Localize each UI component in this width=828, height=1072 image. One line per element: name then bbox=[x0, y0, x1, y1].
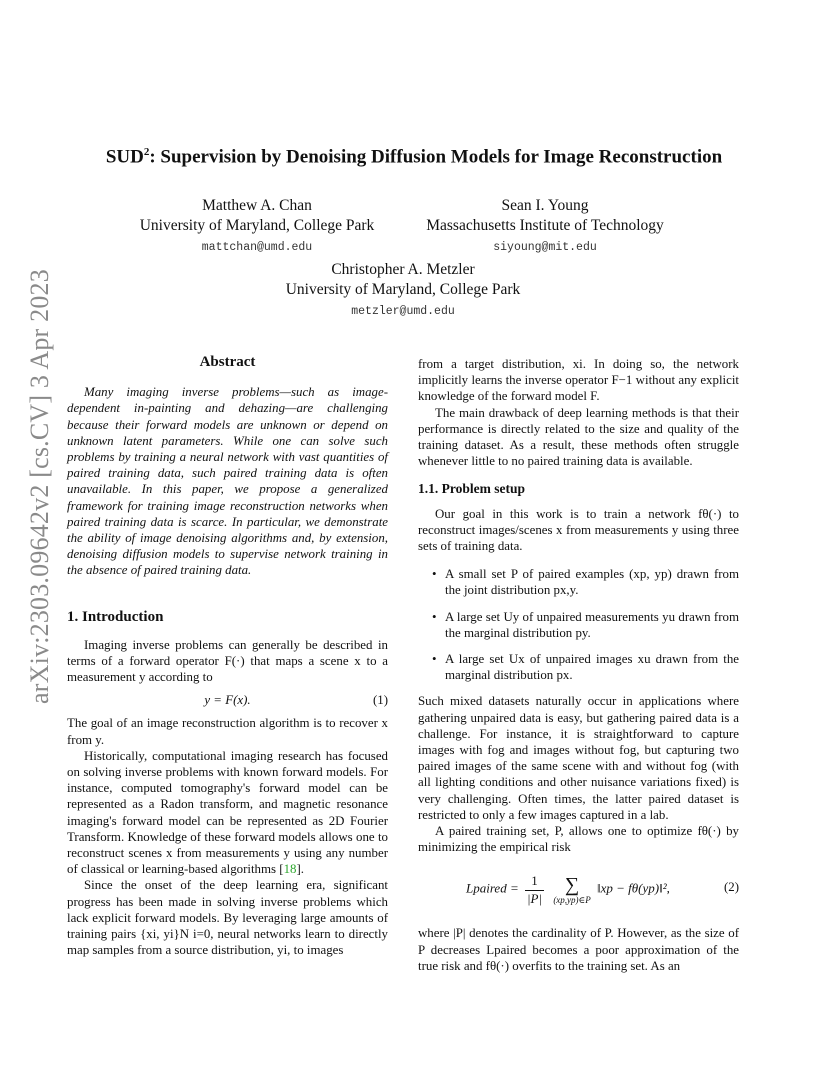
arxiv-stamp: arXiv:2303.09642v2 [cs.CV] 3 Apr 2023 bbox=[25, 269, 54, 705]
author-email[interactable]: mattchan@umd.edu bbox=[201, 241, 313, 254]
equation-1 bbox=[67, 689, 388, 711]
intro-paragraph-3-end: ]. bbox=[296, 862, 304, 877]
list-item: • A small set P of paired examples (xp, yp) drawn from the joint distribution px,y. bbox=[418, 566, 739, 598]
abstract-text: Many imaging inverse problems—such as image-dependent in-painting and dehazing—are challenging because their forward models are unknown or depend on unknown latent parameters. While one can solve such problems by training a neural network with vast quantities of paired training data, such paired training data is often unavailable. In this paper, we propose a generalized framework for training image reconstruction networks when paired training data is scarce. In particular, we demonstrate the ability of image denoising algorithms and, by extension, denoising diffusion models to supervise network training in the absence of paired training data. bbox=[67, 385, 388, 578]
title-rest: : Supervision by Denoising Diffusion Models for Image Reconstruction bbox=[149, 146, 723, 168]
author-name: Sean I. Young bbox=[501, 197, 589, 214]
equation-1-number: (1) bbox=[372, 693, 388, 708]
intro-paragraph-3 bbox=[67, 748, 388, 878]
equation-2-sum: ∑ (xp,yp)∈P bbox=[553, 873, 591, 905]
right-paragraph-6: where |P| denotes the cardinality of P. However, as the size of P decreases Lpaired becomes a poor approximation of the true risk and fθ(·) overfits to the training set. As an bbox=[418, 926, 739, 973]
equation-2-fraction bbox=[525, 873, 544, 906]
author-block-3 bbox=[252, 260, 554, 322]
fraction-denominator: |P| bbox=[526, 890, 543, 906]
author-email[interactable]: metzler@umd.edu bbox=[351, 305, 455, 318]
title-main: SUD bbox=[105, 146, 144, 168]
equation-2-lhs: Lpaired = bbox=[466, 881, 519, 897]
equation-2-number: (2) bbox=[723, 880, 739, 895]
equation-2-body bbox=[466, 873, 670, 906]
author-block-2 bbox=[414, 196, 676, 258]
right-paragraph-4: Such mixed datasets naturally occur in applications where gathering unpaired data is easy, but gathering paired data is a challenge. For instance, it is straightforward to capture images with fog and images without fog, but capturing two paired images of the same scene with and without fog (with all lighting conditions and other nuisance variations fixed) is very challenging. Often times, the latter paired dataset is restricted to only a few images captured in a lab. bbox=[418, 694, 739, 822]
equation-2 bbox=[418, 865, 739, 917]
author-name: Matthew A. Chan bbox=[202, 197, 312, 214]
author-email[interactable]: siyoung@mit.edu bbox=[493, 241, 597, 254]
fraction-numerator: 1 bbox=[525, 873, 544, 890]
left-column bbox=[67, 354, 388, 959]
author-affiliation: University of Maryland, College Park bbox=[285, 281, 521, 298]
paper-title bbox=[60, 140, 768, 169]
sum-subscript: (xp,yp)∈P bbox=[553, 894, 591, 905]
intro-paragraph-3-text: Historically, computational imaging research has focused on solving inverse problems with known forward models. For instance, computed tomography's forward model can be represented as a Radon transform, and magnetic resonance imaging's forward model can be represented as 2D Fourier Transform. Knowledge of these forward models allows one to reconstruct scenes x from measurements y using any number of classical or learning-based algorithms [ bbox=[67, 748, 388, 877]
right-paragraph-1: from a target distribution, xi. In doing so, the network implicitly learns the inverse operator F−1 without any explicit knowledge of the forward model F. bbox=[418, 357, 739, 404]
right-paragraph-5: A paired training set, P, allows one to optimize fθ(·) by minimizing the empirical risk bbox=[418, 824, 739, 855]
right-column bbox=[418, 356, 739, 974]
author-affiliation: University of Maryland, College Park bbox=[139, 217, 375, 234]
citation-link[interactable]: 18 bbox=[283, 862, 297, 877]
right-paragraph-2: The main drawback of deep learning methods is that their performance is directly related to the size and quality of the training dataset. As a result, these methods often struggle whenever little to no paired training data is available. bbox=[418, 405, 739, 469]
training-sets-list bbox=[418, 566, 739, 683]
intro-paragraph-4: Since the onset of the deep learning era, significant progress has been made in solving inverse problems which lack explicit forward models. By leveraging large amounts of training pairs {xi, yi}N i=0, neural networks learn to directly map samples from a source distribution, yi, to images bbox=[67, 878, 388, 958]
list-item: • A large set Uy of unpaired measurements yu drawn from the marginal distribution py. bbox=[418, 609, 739, 641]
subsection-heading-problem-setup: 1.1. Problem setup bbox=[418, 481, 525, 497]
author-name: Christopher A. Metzler bbox=[331, 261, 475, 278]
author-affiliation: Massachusetts Institute of Technology bbox=[426, 217, 664, 234]
intro-paragraph-2: The goal of an image reconstruction algorithm is to recover x from y. bbox=[67, 716, 388, 747]
problem-setup-paragraph: Our goal in this work is to train a network fθ(·) to reconstruct images/scenes x from measurements y using three sets of training data. bbox=[418, 506, 739, 554]
intro-paragraph-1: Imaging inverse problems can generally be described in terms of a forward operator F(·) that maps a scene x to a measurement y according to bbox=[67, 637, 388, 685]
abstract-heading: Abstract bbox=[199, 354, 256, 370]
equation-1-body: y = F(x). bbox=[204, 693, 251, 708]
author-block-1 bbox=[126, 196, 388, 258]
section-heading-introduction: 1. Introduction bbox=[67, 608, 164, 625]
equation-2-norm: ‖xp − fθ(yp)‖², bbox=[596, 881, 670, 897]
list-item: • A large set Ux of unpaired images xu drawn from the marginal distribution px. bbox=[418, 651, 739, 683]
title-superscript: 2 bbox=[143, 146, 150, 158]
